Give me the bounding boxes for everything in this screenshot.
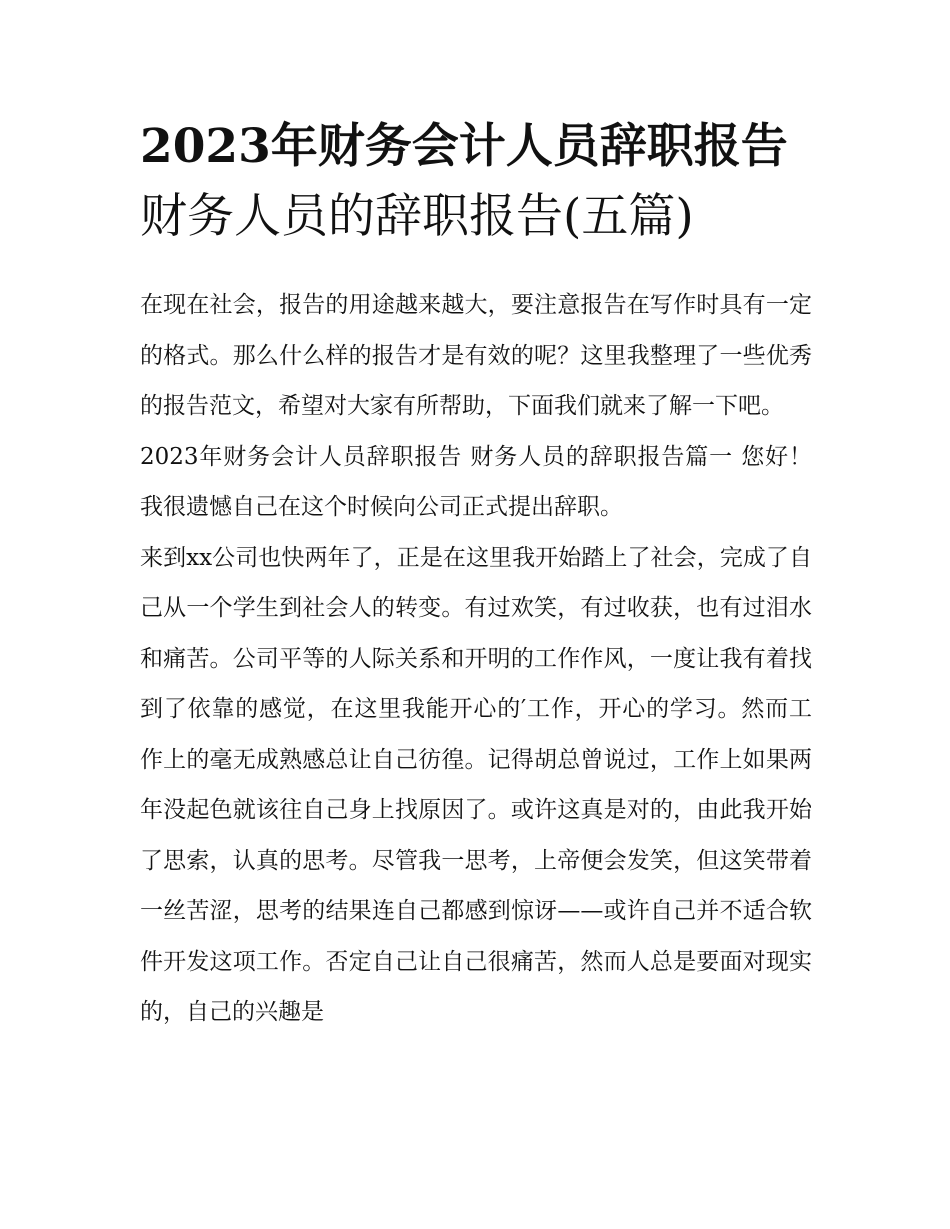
document-body <box>140 280 812 1038</box>
document-page <box>140 112 812 1038</box>
document-title-line-2: 财务人员的辞职报告(五篇) <box>140 189 694 244</box>
document-title-line-1: 2023年财务会计人员辞职报告 <box>140 119 788 174</box>
intro-paragraph: 在现在社会，报告的用途越来越大，要注意报告在写作时具有一定的格式。那么什么样的报告才是有效的呢？这里我整理了一些优秀的报告范文，希望对大家有所帮助，下面我们就来了解一下吧。 <box>140 292 812 419</box>
body-paragraph: 来到xx公司也快两年了，正是在这里我开始踏上了社会，完成了自己从一个学生到社会人的转变。有过欢笑，有过收获，也有过泪水和痛苦。公司平等的人际关系和开明的工作作风，一度让我有着找到了依靠的感觉，在这里我能开心的′工作，开心的学习。然而工作上的毫无成熟感总让自己彷徨。记得胡总曾说过，工作上如果两年没起色就该往自己身上找原因了。或许这真是对的，由此我开始了思索，认真的思考。尽管我一思考，上帝便会发笑，但这笑带着一丝苦涩，思考的结果连自己都感到惊讶——或许自己并不适合软件开发这项工作。否定自己让自己很痛苦，然而人总是要面对现实的，自己的兴趣是 <box>140 544 812 1025</box>
section-heading-paragraph: 2023年财务会计人员辞职报告 财务人员的辞职报告篇一 您好！ 我很遗憾自己在这个时候向公司正式提出辞职。 <box>140 443 812 520</box>
